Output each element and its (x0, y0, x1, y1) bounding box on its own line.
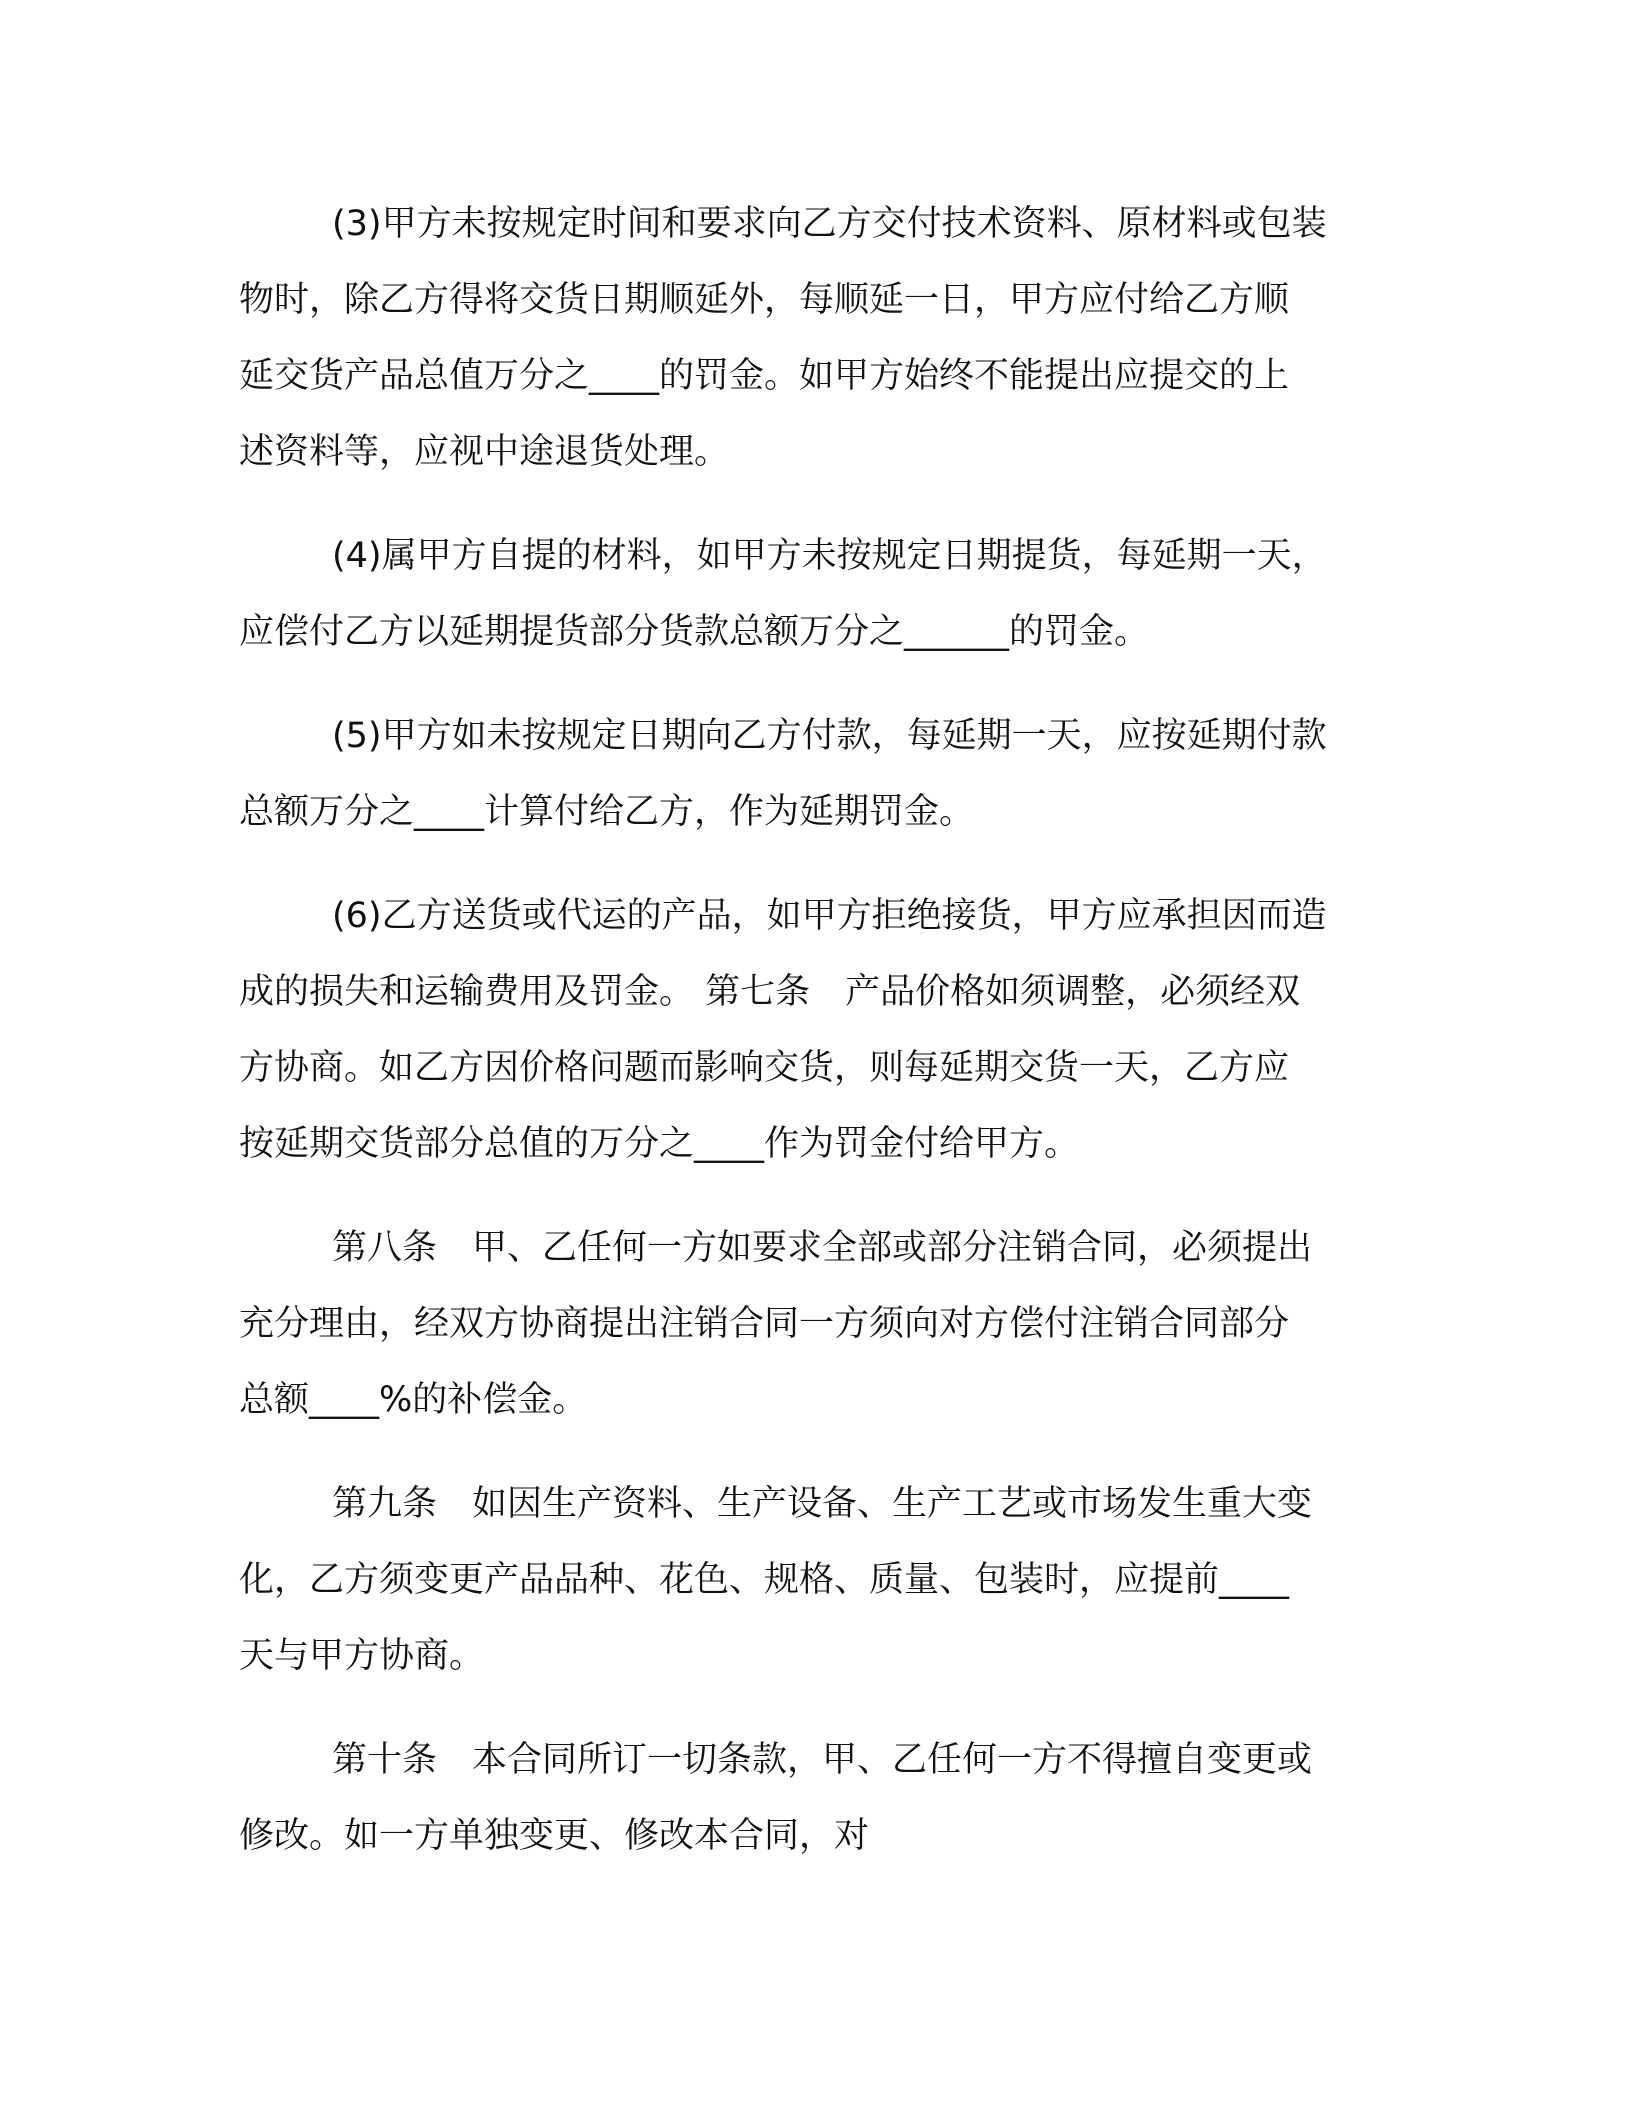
clause-paragraph-6 (239, 878, 1389, 1182)
text-line: 延交货产品总值万分之____的罚金。如甲方始终不能提出应提交的上 (239, 356, 1290, 396)
text-line: 物时，除乙方得将交货日期顺延外，每顺延一日，甲方应付给乙方顺 (239, 280, 1290, 320)
text-line: 充分理由，经双方协商提出注销合同一方须向对方偿付注销合同部分 (239, 1304, 1290, 1344)
text-line: (4)属甲方自提的材料，如甲方未按规定日期提货，每延期一天， (332, 536, 1327, 576)
text-line: 第八条 甲、乙任何一方如要求全部或部分注销合同，必须提出 (332, 1228, 1313, 1268)
document-body (239, 186, 1389, 1874)
text-line: (3)甲方未按规定时间和要求向乙方交付技术资料、原材料或包装 (332, 204, 1327, 244)
text-line: 第十条 本合同所订一切条款，甲、乙任何一方不得擅自变更或 (332, 1740, 1313, 1780)
text-line: 方协商。如乙方因价格问题而影响交货，则每延期交货一天，乙方应 (239, 1048, 1290, 1088)
text-line: 按延期交货部分总值的万分之____作为罚金付给甲方。 (239, 1124, 1080, 1164)
text-line: 应偿付乙方以延期提货部分货款总额万分之______的罚金。 (239, 612, 1150, 652)
text-line: 天与甲方协商。 (239, 1636, 485, 1676)
text-line: 成的损失和运输费用及罚金。 第七条 产品价格如须调整，必须经双 (239, 972, 1301, 1012)
article-10-paragraph (239, 1722, 1389, 1874)
text-line: 总额____%的补偿金。 (239, 1380, 588, 1420)
clause-paragraph-4 (239, 518, 1389, 670)
text-line: 化，乙方须变更产品品种、花色、规格、质量、包装时，应提前____ (239, 1560, 1290, 1600)
text-line: 第九条 如因生产资料、生产设备、生产工艺或市场发生重大变 (332, 1484, 1313, 1524)
clause-paragraph-5 (239, 698, 1389, 850)
article-9-paragraph (239, 1466, 1389, 1694)
text-line: (6)乙方送货或代运的产品，如甲方拒绝接货，甲方应承担因而造 (332, 896, 1327, 936)
text-line: 修改。如一方单独变更、修改本合同，对 (239, 1816, 870, 1856)
article-8-paragraph (239, 1210, 1389, 1438)
clause-paragraph-3 (239, 186, 1389, 490)
text-line: 总额万分之____计算付给乙方，作为延期罚金。 (239, 792, 975, 832)
text-line: (5)甲方如未按规定日期向乙方付款，每延期一天，应按延期付款 (332, 716, 1327, 756)
text-line: 述资料等，应视中途退货处理。 (239, 432, 730, 472)
